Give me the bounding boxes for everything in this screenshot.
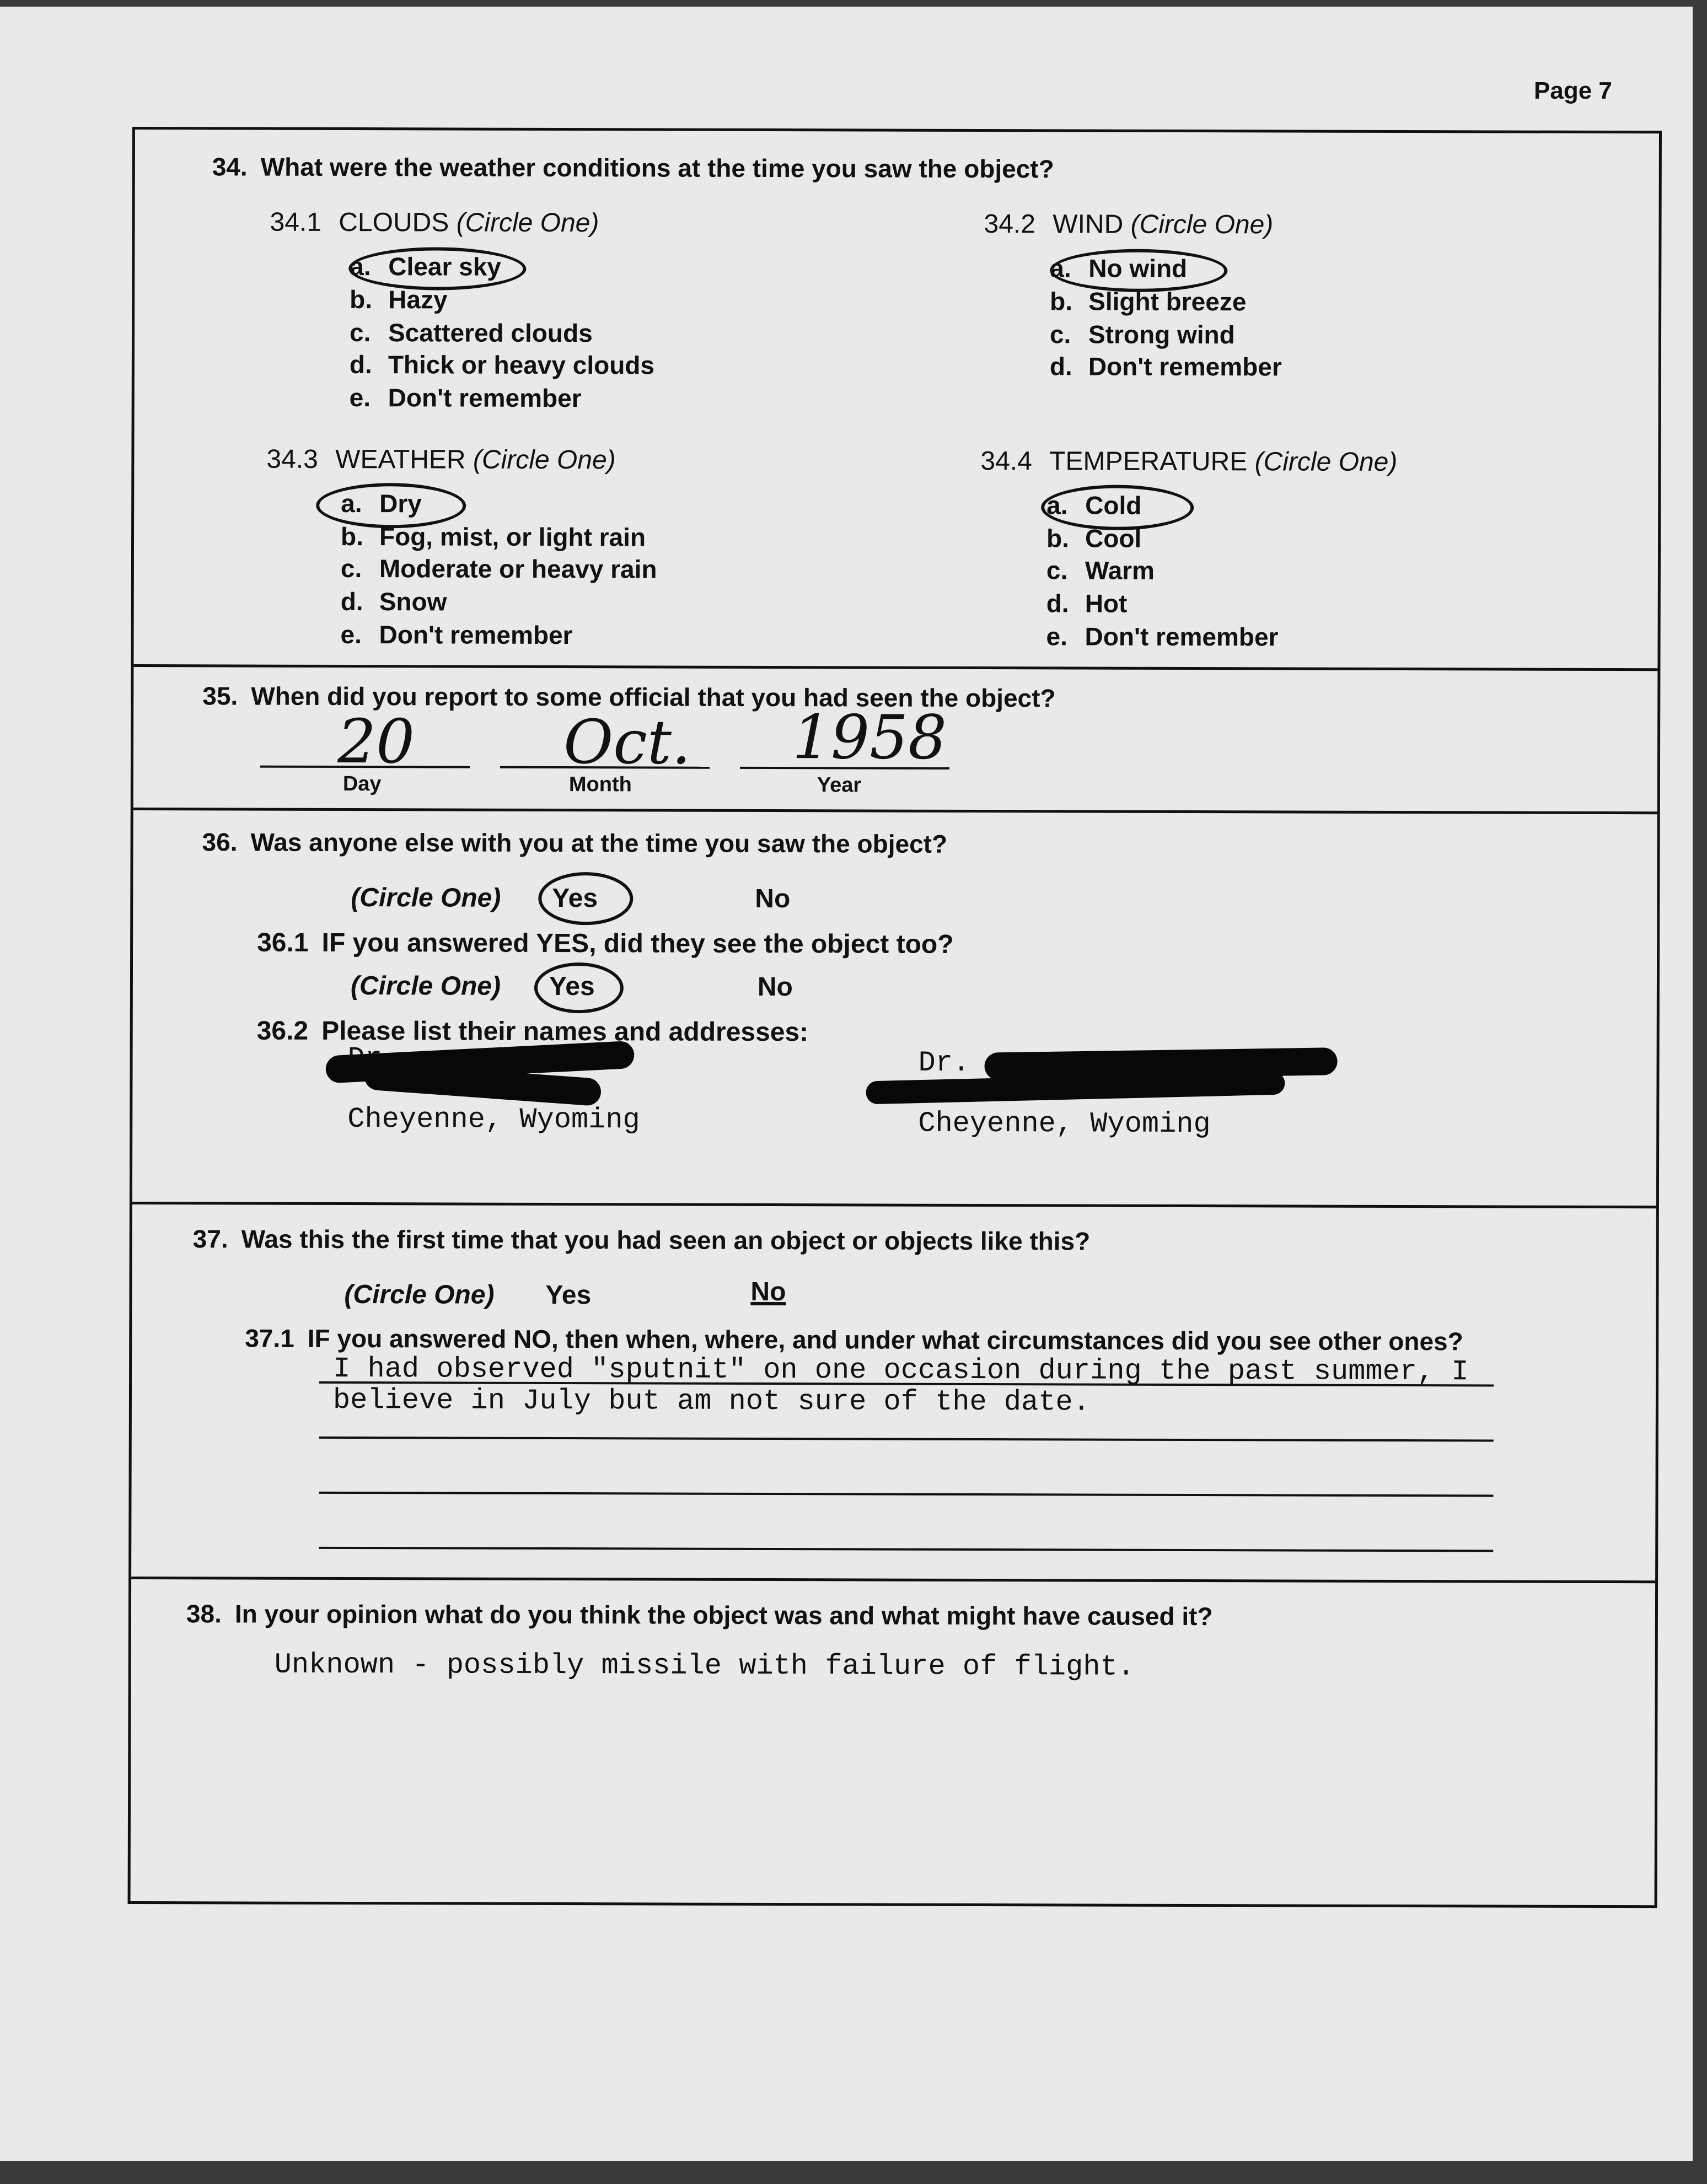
yes-option[interactable]: Yes	[545, 1280, 592, 1310]
scan-top-edge	[0, 0, 1707, 7]
selected-circle	[534, 962, 624, 1013]
question-text: Was anyone else with you at the time you saw the object?	[250, 827, 948, 858]
option[interactable]: d. Thick or heavy clouds	[349, 350, 655, 380]
option[interactable]: a. Cold	[1046, 491, 1142, 520]
temperature-heading	[980, 446, 1397, 477]
option[interactable]: b. Cool	[1046, 524, 1142, 553]
question-37	[193, 1224, 1091, 1256]
handwritten-month: Oct.	[563, 707, 691, 778]
sub-title: CLOUDS	[339, 207, 449, 238]
sub-title: WEATHER	[335, 444, 466, 475]
question-text: When did you report to some official that you had seen the object?	[251, 681, 1056, 713]
option[interactable]: c. Moderate or heavy rain	[340, 553, 657, 584]
answer-line-1: I had observed "sputnit" on one occasion during the past summer, I	[333, 1352, 1469, 1389]
question-text: IF you answered NO, then when, where, and under what circumstances did you see other ones?	[307, 1324, 1463, 1356]
month-label: Month	[568, 773, 632, 797]
yes-option[interactable]: Yes	[552, 883, 598, 913]
option[interactable]: a. Dry	[341, 488, 422, 518]
answer-rule	[319, 1437, 1494, 1442]
selected-circle	[1050, 249, 1227, 292]
person-2-prefix: Dr.	[918, 1046, 970, 1079]
answer-rule	[319, 1547, 1493, 1552]
weather-heading	[266, 444, 615, 476]
option[interactable]: b. Fog, mist, or light rain	[340, 521, 646, 552]
answer-rule	[319, 1492, 1494, 1497]
clouds-heading	[270, 207, 599, 239]
question-number: 36.2	[256, 1016, 309, 1046]
option[interactable]: e. Don't remember	[1046, 622, 1279, 652]
day-line	[260, 766, 470, 768]
person-1-city: Cheyenne, Wyoming	[347, 1103, 640, 1137]
month-line	[500, 766, 710, 769]
question-37-1	[245, 1324, 1463, 1357]
yes-option[interactable]: Yes	[549, 971, 595, 1002]
form-frame	[128, 127, 1662, 1908]
question-38	[186, 1599, 1213, 1631]
question-number: 37.	[192, 1224, 228, 1254]
circle-one-hint: (Circle One)	[1254, 447, 1398, 477]
question-text: IF you answered YES, did they see the object too?	[321, 928, 954, 959]
option[interactable]: e. Don't remember	[340, 620, 573, 650]
wind-heading	[984, 209, 1273, 240]
answer-38: Unknown - possibly missile with failure of flight.	[274, 1648, 1135, 1683]
sub-number: 34.2	[984, 209, 1036, 239]
section-34	[133, 130, 1659, 671]
question-number: 37.1	[245, 1324, 294, 1353]
option[interactable]: b. Hazy	[350, 285, 448, 314]
question-36-2	[257, 1016, 809, 1048]
no-option[interactable]: No	[755, 884, 791, 914]
question-number: 36.	[202, 827, 238, 857]
question-36	[202, 827, 948, 859]
question-text: In your opinion what do you think the object was and what might have caused it?	[234, 1599, 1213, 1631]
option[interactable]: c. Warm	[1046, 556, 1155, 585]
question-number: 36.1	[257, 928, 309, 957]
circle-one-hint: (Circle One)	[1130, 209, 1274, 240]
circle-one-hint: (Circle One)	[350, 971, 501, 1001]
page-number: Page 7	[1534, 77, 1612, 104]
day-label: Day	[342, 772, 382, 796]
question-text: Was this the first time that you had seen an object or objects like this?	[241, 1224, 1091, 1256]
sub-title: WIND	[1053, 209, 1124, 239]
scan-right-edge	[1693, 0, 1707, 2184]
circle-one-hint: (Circle One)	[456, 208, 599, 238]
question-text: What were the weather conditions at the time you saw the object?	[260, 152, 1054, 184]
option[interactable]: c. Scattered clouds	[349, 318, 593, 348]
sub-number: 34.3	[266, 444, 318, 474]
option[interactable]: d. Hot	[1046, 589, 1128, 618]
answer-line-2: believe in July but am not sure of the date.	[332, 1384, 1091, 1419]
handwritten-year: 1958	[792, 702, 947, 773]
year-line	[740, 767, 949, 770]
question-number: 34.	[212, 152, 248, 181]
option[interactable]: d. Don't remember	[1049, 352, 1282, 381]
sub-number: 34.4	[980, 447, 1032, 476]
option[interactable]: d. Snow	[340, 587, 447, 616]
section-35	[133, 667, 1658, 814]
section-37	[131, 1204, 1656, 1583]
sub-title: TEMPERATURE	[1049, 447, 1248, 477]
handwritten-day: 20	[337, 706, 415, 777]
section-38	[131, 1579, 1656, 1903]
selected-circle	[348, 247, 526, 291]
circle-one-hint: (Circle One)	[344, 1280, 495, 1310]
scan-bottom-edge	[0, 2161, 1707, 2184]
option[interactable]: e. Don't remember	[349, 383, 582, 413]
person-2-city: Cheyenne, Wyoming	[918, 1107, 1211, 1141]
no-option[interactable]: No	[750, 1277, 786, 1307]
option[interactable]: b. Slight breeze	[1050, 287, 1247, 316]
section-36	[132, 810, 1657, 1208]
circle-one-hint: (Circle One)	[351, 883, 501, 913]
no-option[interactable]: No	[757, 972, 793, 1002]
sub-number: 34.1	[270, 207, 322, 237]
question-34	[212, 152, 1054, 184]
option[interactable]: a. Clear sky	[350, 252, 502, 281]
question-number: 38.	[186, 1599, 222, 1628]
option[interactable]: a. No wind	[1050, 254, 1188, 283]
question-number: 35.	[202, 681, 238, 711]
question-36-1	[257, 928, 954, 960]
circle-one-hint: (Circle One)	[473, 445, 616, 475]
year-label: Year	[817, 773, 862, 797]
option[interactable]: c. Strong wind	[1049, 320, 1235, 349]
question-text: Please list their names and addresses:	[321, 1016, 809, 1047]
selected-circle	[538, 872, 633, 925]
